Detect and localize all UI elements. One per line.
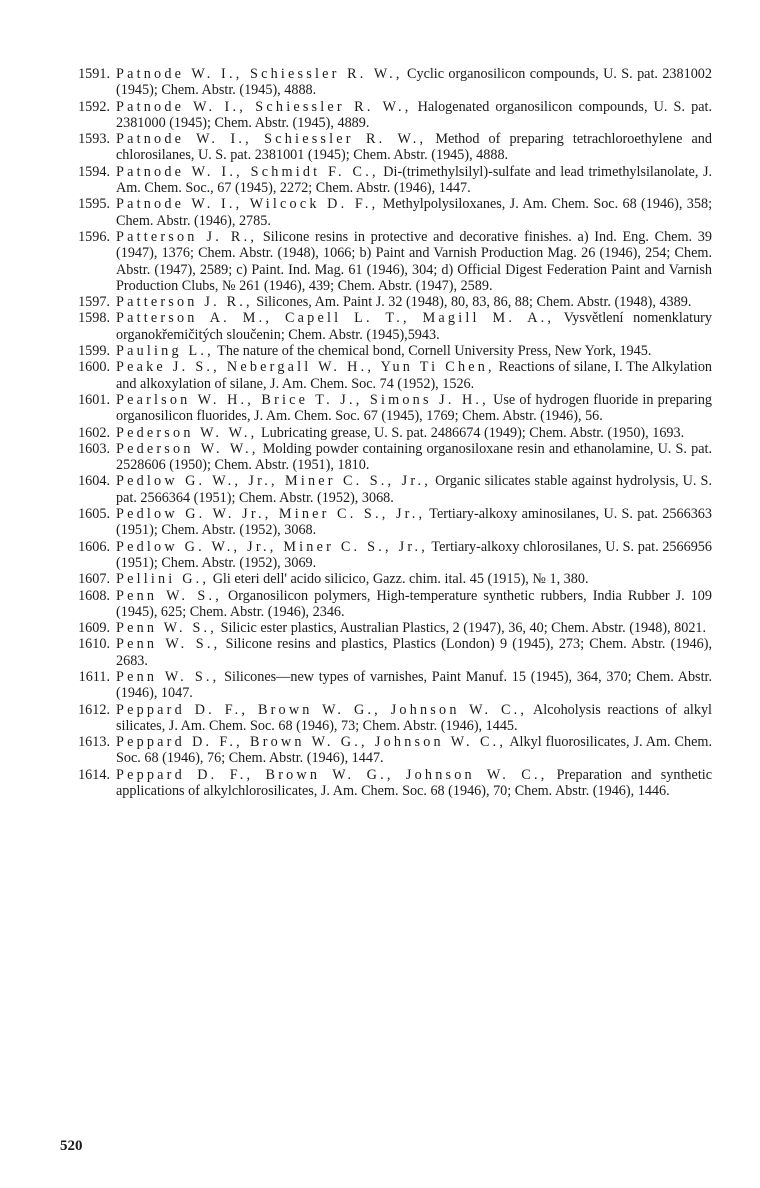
entry-text: The nature of the chemical bond, Cornell University Press, New York, 1945.	[217, 343, 652, 360]
entry-text: Vysvětlení nomenklatury organokřemičitých sloučenin; Chem. Abstr. (1945),5943.	[116, 310, 712, 343]
entry-authors: Patterson J. R.,	[116, 294, 253, 311]
reference-entry	[60, 636, 712, 669]
reference-entry	[60, 767, 712, 800]
entry-number: 1601.	[78, 391, 110, 408]
entry-text: Method of preparing tetrachloroethylene and chlorosilanes, U. S. pat. 2381001 (1945); Chem. Abstr. (1945), 4888.	[116, 131, 712, 164]
entry-authors: Pederson W. W.,	[116, 424, 258, 441]
entry-text: Use of hydrogen fluoride in preparing organosilicon fluorides, J. Am. Chem. Soc. 67 (1945), 1769; Chem. Abstr. (1946), 56.	[116, 391, 713, 425]
reference-entry	[60, 310, 712, 343]
entry-number: 1591.	[78, 66, 110, 82]
entry-text: Cyclic organosilicon compounds, U. S. pat. 2381002 (1945); Chem. Abstr. (1945), 4888.	[116, 66, 712, 99]
entry-text: Gli eteri dell' acido silicico, Gazz. chim. ital. 45 (1915), № 1, 380.	[212, 571, 589, 588]
entry-authors: Peake J. S., Nebergall W. H., Yun Ti Chen,	[116, 359, 495, 376]
entry-authors: Patnode W. I., Schiessler R. W.,	[116, 66, 403, 82]
reference-entry	[60, 702, 712, 735]
entry-authors: Pellini G.,	[116, 571, 210, 588]
entry-number: 1603.	[78, 440, 110, 457]
entry-number: 1604.	[78, 473, 110, 490]
reference-entry	[60, 66, 712, 99]
entry-authors: Pauling L.,	[116, 343, 214, 360]
reference-entry	[60, 473, 712, 506]
entry-number: 1611.	[78, 668, 110, 685]
entry-number: 1612.	[78, 701, 110, 718]
entry-text: Reactions of silane, I. The Alkylation and alkoxylation of silane, J. Am. Chem. Soc. 74 (1952), 1526.	[116, 359, 713, 392]
reference-entry	[60, 441, 712, 474]
reference-entry	[60, 131, 712, 164]
entry-number: 1606.	[78, 538, 110, 555]
entry-authors: Penn W. S.,	[116, 620, 218, 637]
entry-authors: Pedlow G. W., Jr., Miner C. S., Jr.,	[116, 473, 431, 490]
entry-authors: Pearlson W. H., Brice T. J., Simons J. H.,	[116, 391, 489, 408]
entry-text: Tertiary-alkoxy chlorosilanes, U. S. pat. 2566956 (1951); Chem. Abstr. (1952), 3069.	[116, 538, 712, 571]
entry-authors: Patnode W. I., Schiessler R. W.,	[116, 98, 412, 115]
entry-authors: Patnode W. I., Schiessler R. W.,	[116, 131, 427, 148]
reference-entry	[60, 506, 712, 539]
entry-text: Silicone resins in protective and decorative finishes. a) Ind. Eng. Chem. 39 (1947), 1376; Chem. Abstr. (1948), 1066; b) Paint and Varnish Production Mag. 26 (1946), 254; Chem. Abstr. (1947), 2589; c) Paint. Ind. Mag. 61 (1946), 304; d) Official Digest Federation Paint and Varnish Production Clubs, № 261 (1946), 439; Chem. Abstr. (1947), 2589.	[116, 228, 712, 294]
entry-text: Di-(trimethylsilyl)-sulfate and lead trimethylsilanolate, J. Am. Chem. Soc., 67 (1945), 2272; Chem. Abstr. (1946), 1447.	[116, 163, 713, 197]
reference-entry	[60, 588, 712, 621]
reference-entry	[60, 343, 712, 359]
reference-entry	[60, 164, 712, 197]
entry-text: Lubricating grease, U. S. pat. 2486674 (1949); Chem. Abstr. (1950), 1693.	[260, 424, 685, 441]
entry-text: Tertiary-alkoxy aminosilanes, U. S. pat. 2566363 (1951); Chem. Abstr. (1952), 3068.	[116, 506, 712, 539]
entry-number: 1613.	[78, 734, 110, 751]
reference-entry	[60, 196, 712, 229]
entry-authors: Penn W. S.,	[116, 668, 220, 685]
entry-text: Silicic ester plastics, Australian Plastics, 2 (1947), 36, 40; Chem. Abstr. (1948), 8021.	[220, 620, 707, 637]
entry-number: 1593.	[78, 131, 110, 148]
entry-authors: Patnode W. I., Schmidt F. C.,	[116, 163, 379, 180]
reference-entry	[60, 571, 712, 587]
entry-authors: Patterson A. M., Capell L. T., Magill M. A.,	[116, 310, 555, 327]
entry-number: 1598.	[78, 310, 110, 327]
reference-entry	[60, 392, 712, 425]
entry-authors: Patterson J. R.,	[116, 228, 258, 245]
entry-authors: Pedlow G. W. Jr., Miner C. S., Jr.,	[116, 506, 426, 523]
entry-authors: Peppard D. F., Brown W. G., Johnson W. C.,	[116, 766, 548, 783]
entry-text: Methylpolysiloxanes, J. Am. Chem. Soc. 68 (1946), 358; Chem. Abstr. (1946), 2785.	[116, 196, 713, 229]
entry-authors: Pederson W. W.,	[116, 440, 259, 457]
entry-number: 1608.	[78, 587, 110, 604]
entry-authors: Peppard D. F., Brown W. G., Johnson W. C.,	[116, 734, 507, 751]
reference-entry	[60, 620, 712, 636]
reference-entry	[60, 734, 712, 767]
entry-text: Silicones, Am. Paint J. 32 (1948), 80, 83, 86, 88; Chem. Abstr. (1948), 4389.	[256, 294, 692, 311]
reference-list	[60, 66, 712, 799]
entry-authors: Peppard D. F., Brown W. G., Johnson W. C.,	[116, 701, 528, 718]
entry-number: 1610.	[78, 636, 110, 653]
entry-number: 1614.	[78, 766, 110, 783]
entry-text: Preparation and synthetic applications of alkylchlorosilicates, J. Am. Chem. Soc. 68 (1946), 70; Chem. Abstr. (1946), 1446.	[116, 766, 712, 800]
entry-text: Halogenated organosilicon compounds, U. S. pat. 2381000 (1945); Chem. Abstr. (1945), 4889.	[116, 98, 713, 131]
entry-number: 1607.	[78, 571, 110, 588]
entry-authors: Patnode W. I., Wilcock D. F.,	[116, 196, 379, 213]
entry-number: 1599.	[78, 343, 110, 360]
entry-number: 1594.	[78, 163, 110, 180]
reference-entry	[60, 359, 712, 392]
entry-text: Alkyl fluorosilicates, J. Am. Chem. Soc. 68 (1946), 76; Chem. Abstr. (1946), 1447.	[116, 734, 712, 767]
reference-entry	[60, 669, 712, 702]
entry-number: 1609.	[78, 620, 110, 637]
entry-number: 1602.	[78, 424, 110, 441]
entry-number: 1592.	[78, 98, 110, 115]
entry-number: 1600.	[78, 359, 110, 376]
entry-text: Alcoholysis reactions of alkyl silicates, J. Am. Chem. Soc. 68 (1946), 73; Chem. Abstr. (1946), 1445.	[116, 701, 712, 734]
entry-text: Organosilicon polymers, High-temperature synthetic rubbers, India Rubber J. 109 (1945), 625; Chem. Abstr. (1946), 2346.	[116, 587, 712, 620]
page-number: 520	[60, 1138, 83, 1154]
reference-entry	[60, 539, 712, 572]
reference-entry	[60, 229, 712, 294]
entry-number: 1605.	[78, 506, 110, 523]
reference-entry	[60, 99, 712, 132]
entry-text: Organic silicates stable against hydrolysis, U. S. pat. 2566364 (1951); Chem. Abstr. (1952), 3068.	[116, 473, 712, 506]
entry-text: Silicone resins and plastics, Plastics (London) 9 (1945), 273; Chem. Abstr. (1946), 2683.	[116, 636, 713, 669]
entry-number: 1595.	[78, 196, 110, 213]
entry-text: Silicones—new types of varnishes, Paint Manuf. 15 (1945), 364, 370; Chem. Abstr. (1946), 1047.	[116, 668, 713, 702]
entry-authors: Penn W. S.,	[116, 587, 222, 604]
entry-authors: Pedlow G. W., Jr., Miner C. S., Jr.,	[116, 538, 428, 555]
entry-authors: Penn W. S.,	[116, 636, 221, 653]
entry-number: 1596.	[78, 228, 110, 245]
reference-entry	[60, 294, 712, 310]
entry-text: Molding powder containing organosiloxane resin and ethanolamine, U. S. pat. 2528606 (1950); Chem. Abstr. (1951), 1810.	[116, 440, 713, 474]
entry-number: 1597.	[78, 294, 110, 311]
reference-entry	[60, 425, 712, 441]
